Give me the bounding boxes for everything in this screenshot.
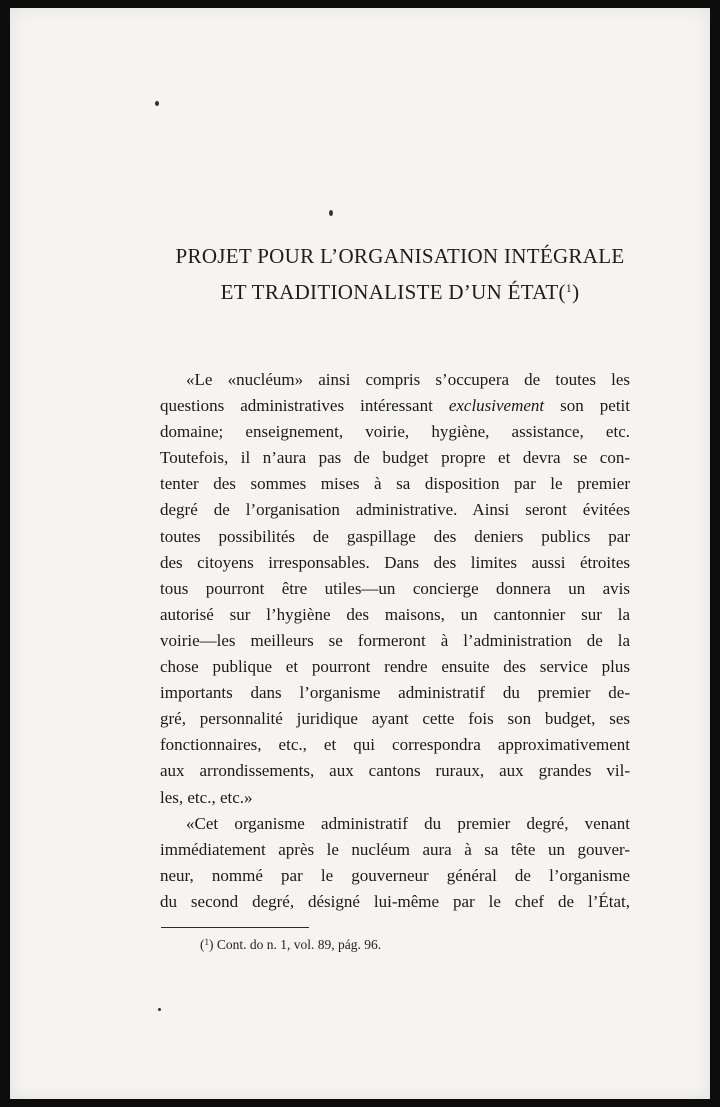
body-line: du second degré, désigné lui-même par le chef de l’État, xyxy=(160,891,630,911)
body-line: fonctionnaires, etc., et qui correspondra approximativement xyxy=(160,735,630,755)
body-line: des citoyens irresponsables. Dans des limites aussi étroites xyxy=(160,552,630,572)
footnote xyxy=(200,937,381,953)
page-title xyxy=(100,240,700,308)
body-line: immédiatement après le nucléum aura à sa tête un gouver- xyxy=(160,839,630,859)
body-line: domaine; enseignement, voirie, hygiène, assistance, etc. xyxy=(160,422,630,442)
body-line: Toutefois, il n’aura pas de budget propre et devra se con- xyxy=(160,448,630,468)
title-note-number: 1 xyxy=(565,281,573,295)
body-line: importants dans l’organisme administratif du premier de- xyxy=(160,683,630,703)
emphasized-word: exclusivement xyxy=(448,396,545,416)
title-line-1: PROJET POUR L’ORGANISATION INTÉGRALE xyxy=(175,244,625,268)
ink-speck xyxy=(155,101,159,106)
body-line: toutes possibilités de gaspillage des deniers publics par xyxy=(160,526,630,546)
body-line: les, etc., etc.» xyxy=(160,787,253,807)
body-line: «Cet organisme administratif du premier degré, venant xyxy=(186,813,630,833)
title-line-2-text: ET TRADITIONALISTE D’UN ÉTAT xyxy=(220,280,559,304)
body-line-segment: son petit xyxy=(544,396,630,416)
body-line xyxy=(160,393,630,419)
footnote-divider xyxy=(161,927,309,928)
footnote-mark-number: 1 xyxy=(204,937,209,947)
title-line-2 xyxy=(100,272,700,308)
body-line: aux arrondissements, aux cantons ruraux, aux grandes vil- xyxy=(160,761,630,781)
footnote-text: Cont. do n. 1, vol. 89, pág. 96. xyxy=(216,937,382,952)
title-note-ref: ($^1$) xyxy=(558,280,580,304)
footnote-mark: ($^1$) xyxy=(200,937,214,952)
body-line: «Le «nucléum» ainsi compris s’occupera de toutes les xyxy=(186,370,630,389)
body-line-segment: questions administratives intéressant xyxy=(160,396,449,416)
body-line: neur, nommé par le gouverneur général de l’organisme xyxy=(160,865,630,885)
body-line: tous pourront être utiles—un concierge donnera un avis xyxy=(160,578,630,598)
body-text xyxy=(160,367,630,915)
body-line: autorisé sur l’hygiène des maisons, un cantonnier sur la xyxy=(160,604,630,624)
body-line: degré de l’organisation administrative. Ainsi seront évitées xyxy=(160,500,630,520)
ink-speck xyxy=(329,210,333,216)
body-line: gré, personnalité juridique ayant cette fois son budget, ses xyxy=(160,709,630,729)
ink-speck xyxy=(158,1008,161,1011)
body-line: voirie—les meilleurs se formeront à l’administration de la xyxy=(160,630,630,650)
body-line: chose publique et pourront rendre ensuite des service plus xyxy=(160,657,630,677)
body-line: tenter des sommes mises à sa disposition par le premier xyxy=(160,474,630,494)
